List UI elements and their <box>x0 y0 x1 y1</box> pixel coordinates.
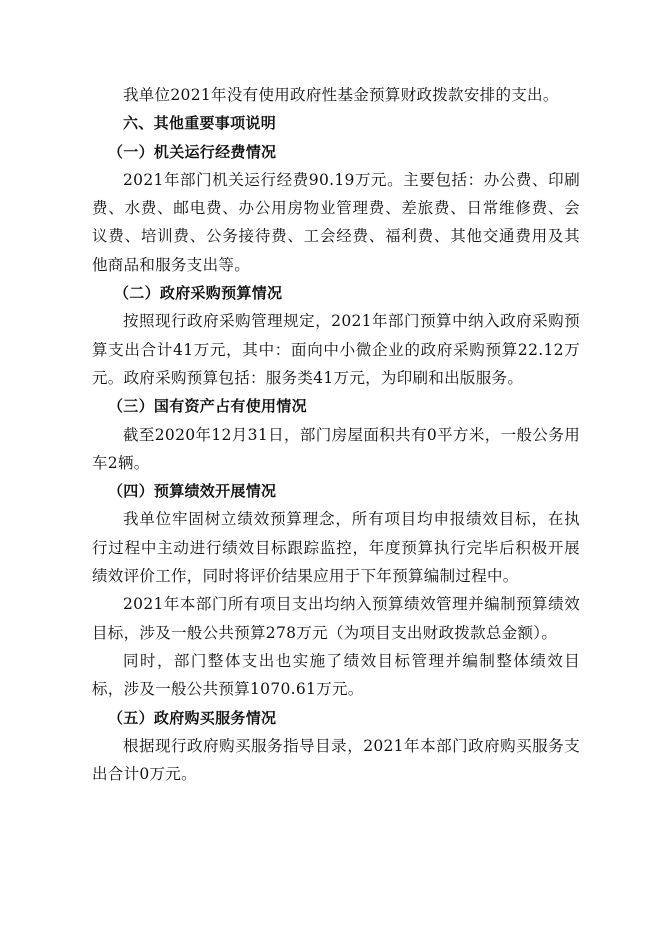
heading-purchase-services: （五）政府购买服务情况 <box>108 708 277 727</box>
paragraph-procurement: 按照现行政府采购管理规定，2021年部门预算中纳入政府采购预算支出合计41万元，其中：面向中小微企业的政府采购预算22.12万元。政府采购预算包括：服务类41万元，为印刷和出版服务。 <box>92 312 580 387</box>
paragraph-state-assets: 截至2020年12月31日，部门房屋面积共有0平方米，一般公务用车2辆。 <box>92 425 580 472</box>
heading-state-assets: （三）国有资产占有使用情况 <box>108 397 307 416</box>
document-body <box>92 81 580 788</box>
heading-procurement: （二）政府采购预算情况 <box>114 284 283 303</box>
paragraph-performance-1: 我单位牢固树立绩效预算理念，所有项目均申报绩效目标，在执行过程中主动进行绩效目标跟踪监控，年度预算执行完毕后积极开展绩效评价工作，同时将评价结果应用于下年预算编制过程中。 <box>92 510 580 586</box>
paragraph-gov-fund: 我单位2021年没有使用政府性基金预算财政拨款安排的支出。 <box>123 86 559 104</box>
paragraph-purchase-services: 根据现行政府购买服务指导目录，2021年本部门政府购买服务支出合计0万元。 <box>92 736 580 784</box>
paragraph-performance-3: 同时，部门整体支出也实施了绩效目标管理并编制整体绩效目标，涉及一般公共预算1070.61万元。 <box>92 651 580 699</box>
paragraph-operating-funds: 2021年部门机关运行经费90.19万元。主要包括：办公费、印刷费、水费、邮电费、办公用房物业管理费、差旅费、日常维修费、会议费、培训费、公务接待费、工会经费、福利费、其他交通费用及其他商品和服务支出等。 <box>92 170 580 274</box>
paragraph-performance-2: 2021年本部门所有项目支出均纳入预算绩效管理并编制预算绩效目标，涉及一般公共预算278万元（为项目支出财政拨款总金额）。 <box>92 595 580 642</box>
heading-other-matters: 六、其他重要事项说明 <box>123 114 277 133</box>
heading-operating-funds: （一）机关运行经费情况 <box>108 142 277 161</box>
heading-performance: （四）预算绩效开展情况 <box>108 482 277 501</box>
